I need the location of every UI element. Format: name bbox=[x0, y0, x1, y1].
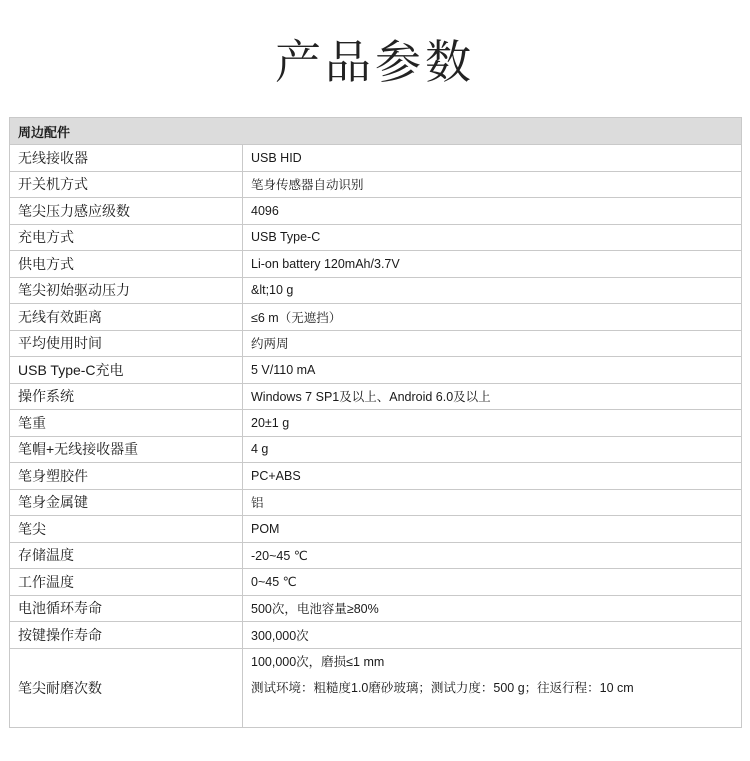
spec-label: 笔身塑胶件 bbox=[10, 463, 243, 490]
spec-label: 无线接收器 bbox=[10, 145, 243, 172]
spec-value-multiline bbox=[243, 648, 742, 727]
spec-label: 笔尖 bbox=[10, 516, 243, 543]
spec-value: 500次，电池容量≥80% bbox=[243, 595, 742, 622]
spec-label: 充电方式 bbox=[10, 224, 243, 251]
section-header-row bbox=[10, 118, 742, 145]
table-row bbox=[10, 542, 742, 569]
table-row bbox=[10, 277, 742, 304]
table-row bbox=[10, 383, 742, 410]
spec-label: 操作系统 bbox=[10, 383, 243, 410]
spec-table bbox=[9, 117, 742, 728]
spec-label: USB Type-C充电 bbox=[10, 357, 243, 384]
table-row bbox=[10, 516, 742, 543]
table-row bbox=[10, 330, 742, 357]
spec-label: 按键操作寿命 bbox=[10, 622, 243, 649]
table-row bbox=[10, 304, 742, 331]
section-title: 周边配件 bbox=[10, 118, 742, 145]
table-row bbox=[10, 171, 742, 198]
spec-label: 开关机方式 bbox=[10, 171, 243, 198]
spec-label: 笔帽+无线接收器重 bbox=[10, 436, 243, 463]
spec-value: 20±1 g bbox=[243, 410, 742, 437]
table-row bbox=[10, 145, 742, 172]
table-row bbox=[10, 436, 742, 463]
table-row bbox=[10, 569, 742, 596]
spec-value-line: 测试环境：粗糙度1.0磨砂玻璃；测试力度：500 g；往返行程：10 cm bbox=[251, 680, 634, 695]
spec-value: 300,000次 bbox=[243, 622, 742, 649]
spec-value: 5 V/110 mA bbox=[243, 357, 742, 384]
spec-value: 4096 bbox=[243, 198, 742, 225]
spec-label: 工作温度 bbox=[10, 569, 243, 596]
table-row bbox=[10, 224, 742, 251]
table-row bbox=[10, 595, 742, 622]
spec-value: -20~45 ℃ bbox=[243, 542, 742, 569]
spec-value: PC+ABS bbox=[243, 463, 742, 490]
table-row bbox=[10, 489, 742, 516]
spec-value: &lt;10 g bbox=[243, 277, 742, 304]
spec-value: 4 g bbox=[243, 436, 742, 463]
spec-label: 存储温度 bbox=[10, 542, 243, 569]
table-row bbox=[10, 357, 742, 384]
table-row bbox=[10, 198, 742, 225]
spec-label: 无线有效距离 bbox=[10, 304, 243, 331]
spec-label: 平均使用时间 bbox=[10, 330, 243, 357]
table-row bbox=[10, 251, 742, 278]
spec-label: 供电方式 bbox=[10, 251, 243, 278]
spec-label: 电池循环寿命 bbox=[10, 595, 243, 622]
table-row bbox=[10, 622, 742, 649]
spec-value: Windows 7 SP1及以上、Android 6.0及以上 bbox=[243, 383, 742, 410]
spec-value: Li-on battery 120mAh/3.7V bbox=[243, 251, 742, 278]
spec-value: USB Type-C bbox=[243, 224, 742, 251]
spec-value: 0~45 ℃ bbox=[243, 569, 742, 596]
spec-label: 笔重 bbox=[10, 410, 243, 437]
spec-value: 铝 bbox=[243, 489, 742, 516]
spec-value-line: 100,000次，磨损≤1 mm bbox=[251, 654, 385, 669]
table-row bbox=[10, 648, 742, 727]
spec-value: POM bbox=[243, 516, 742, 543]
table-row bbox=[10, 410, 742, 437]
spec-value: ≤6 m（无遮挡） bbox=[243, 304, 742, 331]
spec-label: 笔尖初始驱动压力 bbox=[10, 277, 243, 304]
page-title: 产品参数 bbox=[275, 35, 475, 89]
spec-value: USB HID bbox=[243, 145, 742, 172]
spec-label: 笔身金属键 bbox=[10, 489, 243, 516]
spec-label: 笔尖压力感应级数 bbox=[10, 198, 243, 225]
spec-label: 笔尖耐磨次数 bbox=[10, 648, 243, 727]
spec-value: 笔身传感器自动识别 bbox=[243, 171, 742, 198]
spec-value: 约两周 bbox=[243, 330, 742, 357]
table-row bbox=[10, 463, 742, 490]
